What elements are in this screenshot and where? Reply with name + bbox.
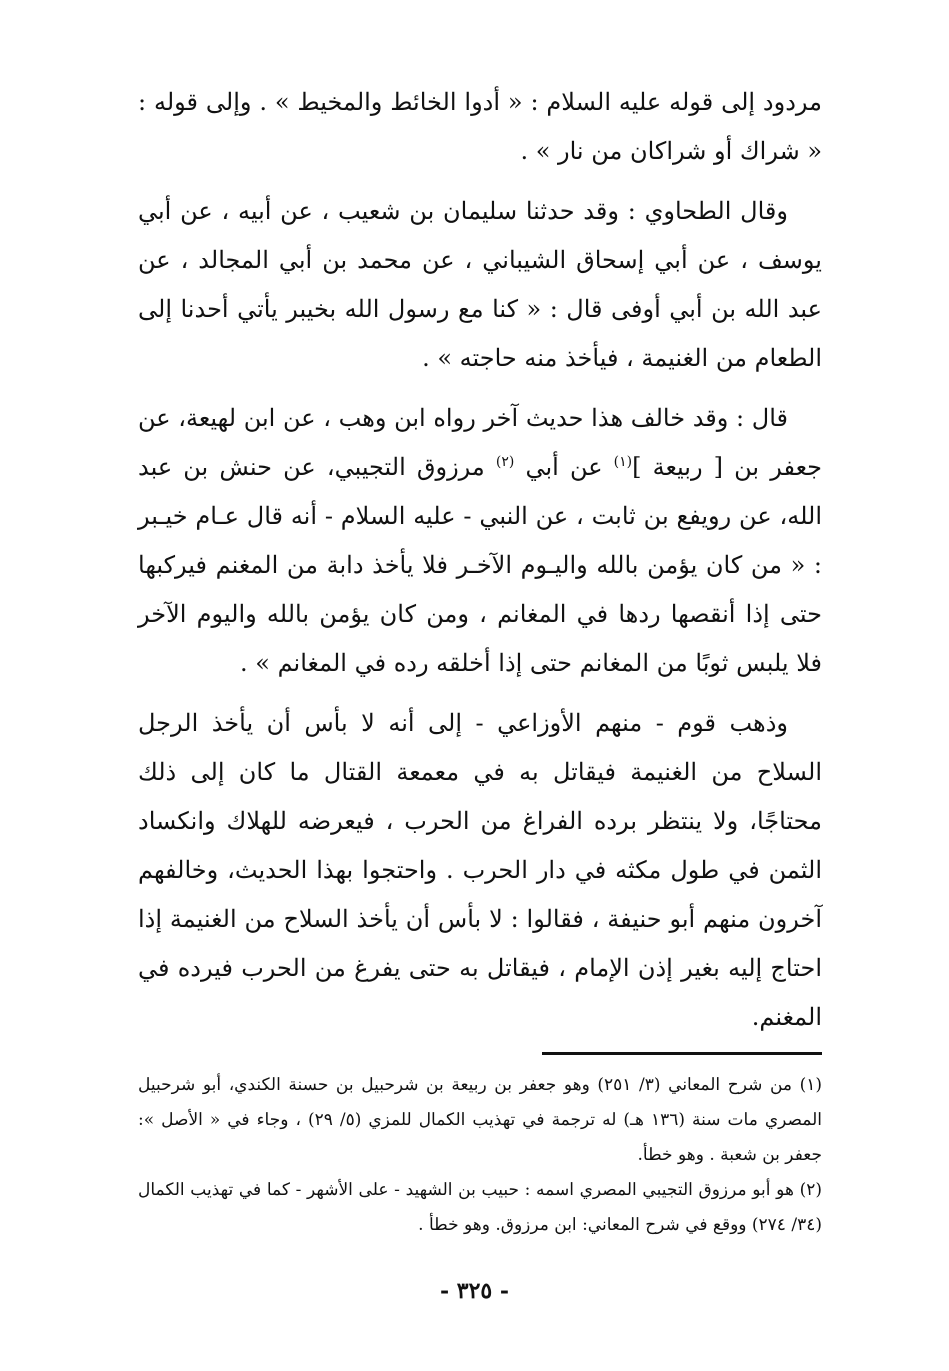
paragraph-3-part-3: مرزوق التجيبي، عن حنش بن عبد الله، عن رويفع بن ثابت ، عن النبي - عليه السلام - أنه قال عـام خيـبر : « من كان يؤمن بالله واليـوم الآخـر فلا يأخذ دابة من المغنم فيركبها حتى إذا أنقصها ردها في المغانم ، ومن كان يؤمن بالله واليوم الآخر فلا يلبس ثوبًا من المغانم حتى إذا أخلقه رده في المغانم » .	[138, 453, 823, 677]
footnote-ref-2: (٢)	[495, 454, 515, 470]
paragraph-3	[138, 394, 822, 688]
paragraph-3-part-2: عن أبي	[514, 453, 614, 481]
footnote-1: (١) من شرح المعاني (٣/ ٢٥١) وهو جعفر بن ربيعة بن شرحبيل بن حسنة الكندي، أبو شرحبيل المصري مات سنة (١٣٦ هـ) له ترجمة في تهذيب الكمال للمزي (٥/ ٢٩) ، وجاء في « الأصل »: جعفر بن شعبة . وهو خطأ.	[138, 1075, 822, 1165]
paragraph-4: وذهب قوم - منهم الأوزاعي - إلى أنه لا بأس أن يأخذ الرجل السلاح من الغنيمة فيقاتل به في معمعة القتال ما كان إلى ذلك محتاجًا، ولا ينتظر برده الفراغ من الحرب ، فيعرضه للهلاك وانكساد الثمن في طول مكثه في دار الحرب . واحتجوا بهذا الحديث، وخالفهم آخرون منهم أبو حنيفة ، فقالوا : لا بأس أن يأخذ السلاح من الغنيمة إذا احتاج إليه بغير إذن الإمام ، فيقاتل به حتى يفرغ من الحرب فيرده في المغنم.	[138, 709, 823, 1031]
footnote-ref-1: (١)	[613, 454, 633, 470]
footnote-2: (٢) هو أبو مرزوق التجيبي المصري اسمه : حبيب بن الشهيد - على الأشهر - كما في تهذيب الكمال (٣٤/ ٢٧٤) ووقع في شرح المعاني: ابن مرزوق. وهو خطأ .	[138, 1180, 822, 1235]
footnote-separator	[542, 1052, 822, 1055]
paragraph-1: مردود إلى قوله عليه السلام : « أدوا الخائط والمخيط » . وإلى قوله : « شراك أو شراكان من نار » .	[138, 88, 822, 165]
paragraph-2: وقال الطحاوي : وقد حدثنا سليمان بن شعيب ، عن أبيه ، عن أبي يوسف ، عن أبي إسحاق الشيباني ، عن محمد بن أبي المجالد ، عن عبد الله بن أبي أوفى قال : « كنا مع رسول الله بخيبر يأتي أحدنا إلى الطعام من الغنيمة ، فيأخذ منه حاجته » .	[138, 197, 822, 372]
footnotes	[138, 1068, 822, 1243]
main-text	[138, 78, 822, 1042]
page-number: - ٣٢٥ -	[439, 1278, 510, 1304]
paragraph-3-part-1: قال : وقد خالف هذا حديث آخر رواه ابن وهب ، عن ابن لهيعة، عن جعفر بن [ ربيعة ]	[138, 404, 823, 481]
